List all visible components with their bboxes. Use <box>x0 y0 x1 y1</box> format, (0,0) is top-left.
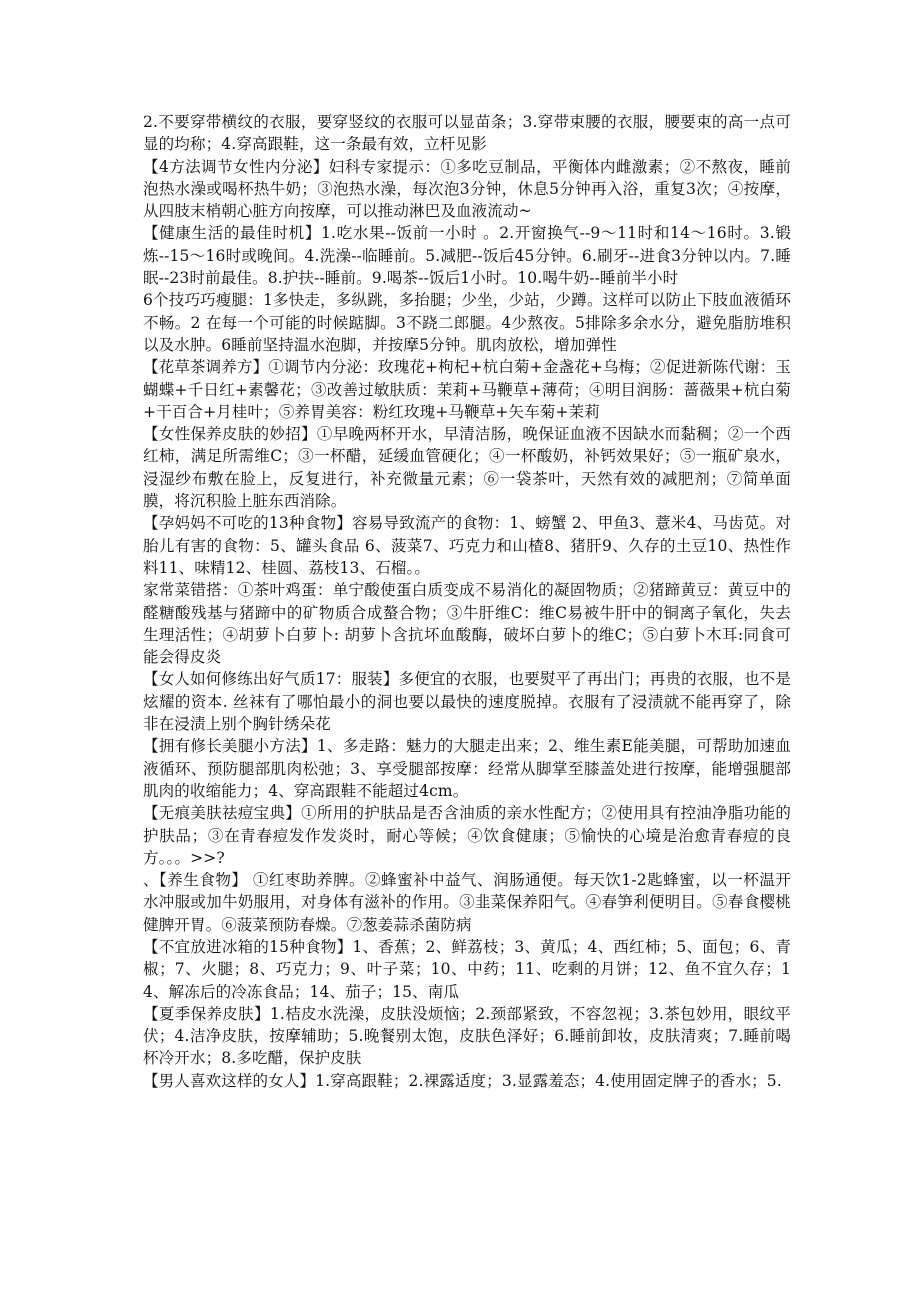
paragraph-food-mismatches: 家常菜错搭：①茶叶鸡蛋：单宁酸使蛋白质变成不易消化的凝固物质；②猪蹄黄豆：黄豆中的醛糖酸残基与猪蹄中的矿物质合成螯合物；③牛肝维C：维C易被牛肝中的铜离子氧化，失去生理活性；④胡萝卜白萝卜: 胡萝卜含抗坏血酸酶，破坏白萝卜的维C；⑤白萝卜木耳:同食可能会得皮炎 <box>143 581 791 667</box>
paragraph-pregnancy-foods: 【孕妈妈不可吃的13种食物】容易导致流产的食物：1、螃蟹 2、甲鱼3、薏米4、马齿苋。对胎儿有害的食物：5、罐头食品 6、菠菜7、巧克力和山楂8、猪肝9、久存的土豆10、热性作料11、味精12、桂圆、荔枝13、石榴。。 <box>143 514 791 577</box>
paragraph-temperament-clothing: 【女人如何修练出好气质17：服装】多便宜的衣服，也要熨平了再出门；再贵的衣服，也不是炫耀的资本. 丝袜有了哪怕最小的洞也要以最快的速度脱掉。衣服有了浸渍就不能再穿了，除非在浸渍上别个胸针绣朵花 <box>143 670 791 734</box>
paragraph-endocrine-regulation: 【4方法调节女性内分泌】妇科专家提示：①多吃豆制品，平衡体内雌激素；②不熬夜，睡前泡热水澡或喝杯热牛奶；③泡热水澡，每次泡3分钟，休息5分钟再入浴，重复3次；④按摩，从四肢末梢朝心脏方向按摩，可以推动淋巴及血液流动~ <box>143 157 791 221</box>
paragraph-slimming-clothes-tips: 2.不要穿带横纹的衣服，要穿竖纹的衣服可以显苗条；3.穿带束腰的衣服，腰要束的高一点可显的均称；4.穿高跟鞋，这一条最有效，立杆见影 <box>143 113 791 154</box>
paragraph-herbal-tea-recipes: 【花草茶调养方】①调节内分泌：玫瑰花+枸杞+杭白菊+金盏花+乌梅；②促进新陈代谢：玉蝴蝶+千日红+素馨花；③改善过敏肤质：茉莉+马鞭草+薄荷；④明目润肠：蔷薇果+杭白菊+干百合+月桂叶；⑤养胃美容：粉红玫瑰+马鞭草+矢车菊+茉莉 <box>143 358 791 421</box>
paragraph-skin-care-tips: 【女性保养皮肤的妙招】①早晚两杯开水，早清洁肠，晚保证血液不因缺水而黏稠；②一个西红柿，满足所需维C；③一杯醋，延缓血管硬化；④一杯酸奶，补钙效果好；⑤一瓶矿泉水，浸湿纱布敷在脸上，反复进行，补充微量元素；⑥一袋茶叶，天然有效的减肥剂；⑦简单面膜，将沉积脸上脏东西消除。 <box>143 425 791 511</box>
paragraph-leg-slimming-tips: 6个技巧巧瘦腿：1多快走，多纵跳，多抬腿；少坐，少站，少蹲。这样可以防止下肢血液循环不畅。2 在每一个可能的时候踮脚。3不跷二郎腿。4少熬夜。5排除多余水分，避免脂肪堆积以及水肿。6睡前坚持温水泡脚，并按摩5分钟。肌肉放松，增加弹性 <box>143 291 791 354</box>
document-body <box>143 111 791 1092</box>
paragraph-slender-legs-methods: 【拥有修长美腿小方法】1、多走路：魅力的大腿走出来；2、维生素E能美腿，可帮助加速血液循环、预防腿部肌肉松弛；3、享受腿部按摩：经常从脚掌至膝盖处进行按摩，能增强腿部肌肉的收缩能力；4、穿高跟鞋不能超过4cm。 <box>143 737 791 800</box>
paragraph-acne-treatment: 【无痕美肤祛痘宝典】①所用的护肤品是否含油质的亲水性配方；②使用具有控油净脂功能的护肤品；③在青春痘发作发炎时，耐心等候；④饮食健康；⑤愉快的心境是治愈青春痘的良方。。。>>? <box>143 804 791 867</box>
paragraph-foods-not-for-fridge: 【不宜放进冰箱的15种食物】1、香蕉；2、鲜荔枝；3、黄瓜；4、西红柿；5、面包；6、青椒；7、火腿；8、巧克力；9、叶子菜；10、中药；11、吃剩的月饼；12、鱼不宜久存；14、解冻后的冷冻食品；14、茄子；15、南瓜 <box>143 937 791 1001</box>
paragraph-best-timing-healthy-life: 【健康生活的最佳时机】1.吃水果--饭前一小时 。2.开窗换气--9～11时和14～16时。3.锻炼--15～16时或晚间。4.洗澡--临睡前。5.减肥--饭后45分钟。6.刷牙--进食3分钟以内。7.睡眠--23时前最佳。8.护扶--睡前。9.喝茶--饭后1小时。10.喝牛奶--睡前半小时 <box>143 224 792 288</box>
paragraph-women-men-like: 【男人喜欢这样的女人】1.穿高跟鞋；2.裸露适度；3.显露羞态；4.使用固定牌子的香水；5. <box>143 1071 782 1090</box>
paragraph-health-foods: 、【养生食物】 ①红枣助养脾。②蜂蜜补中益气、润肠通便。每天饮1-2匙蜂蜜，以一杯温开水冲服或加牛奶服用，对身体有滋补的作用。③韭菜保养阳气。④春笋利便明目。⑤春食樱桃健脾开胃。⑥菠菜预防春燥。⑦葱姜蒜杀菌防病 <box>143 871 791 934</box>
paragraph-summer-skin-care: 【夏季保养皮肤】1.桔皮水洗澡，皮肤没烦恼；2.颈部紧致，不容忽视；3.茶包妙用，眼纹平伏；4.洁净皮肤，按摩辅助；5.晚餐别太饱，皮肤色泽好；6.睡前卸妆，皮肤清爽；7.睡前喝杯冷开水；8.多吃醋，保护皮肤 <box>143 1004 791 1068</box>
